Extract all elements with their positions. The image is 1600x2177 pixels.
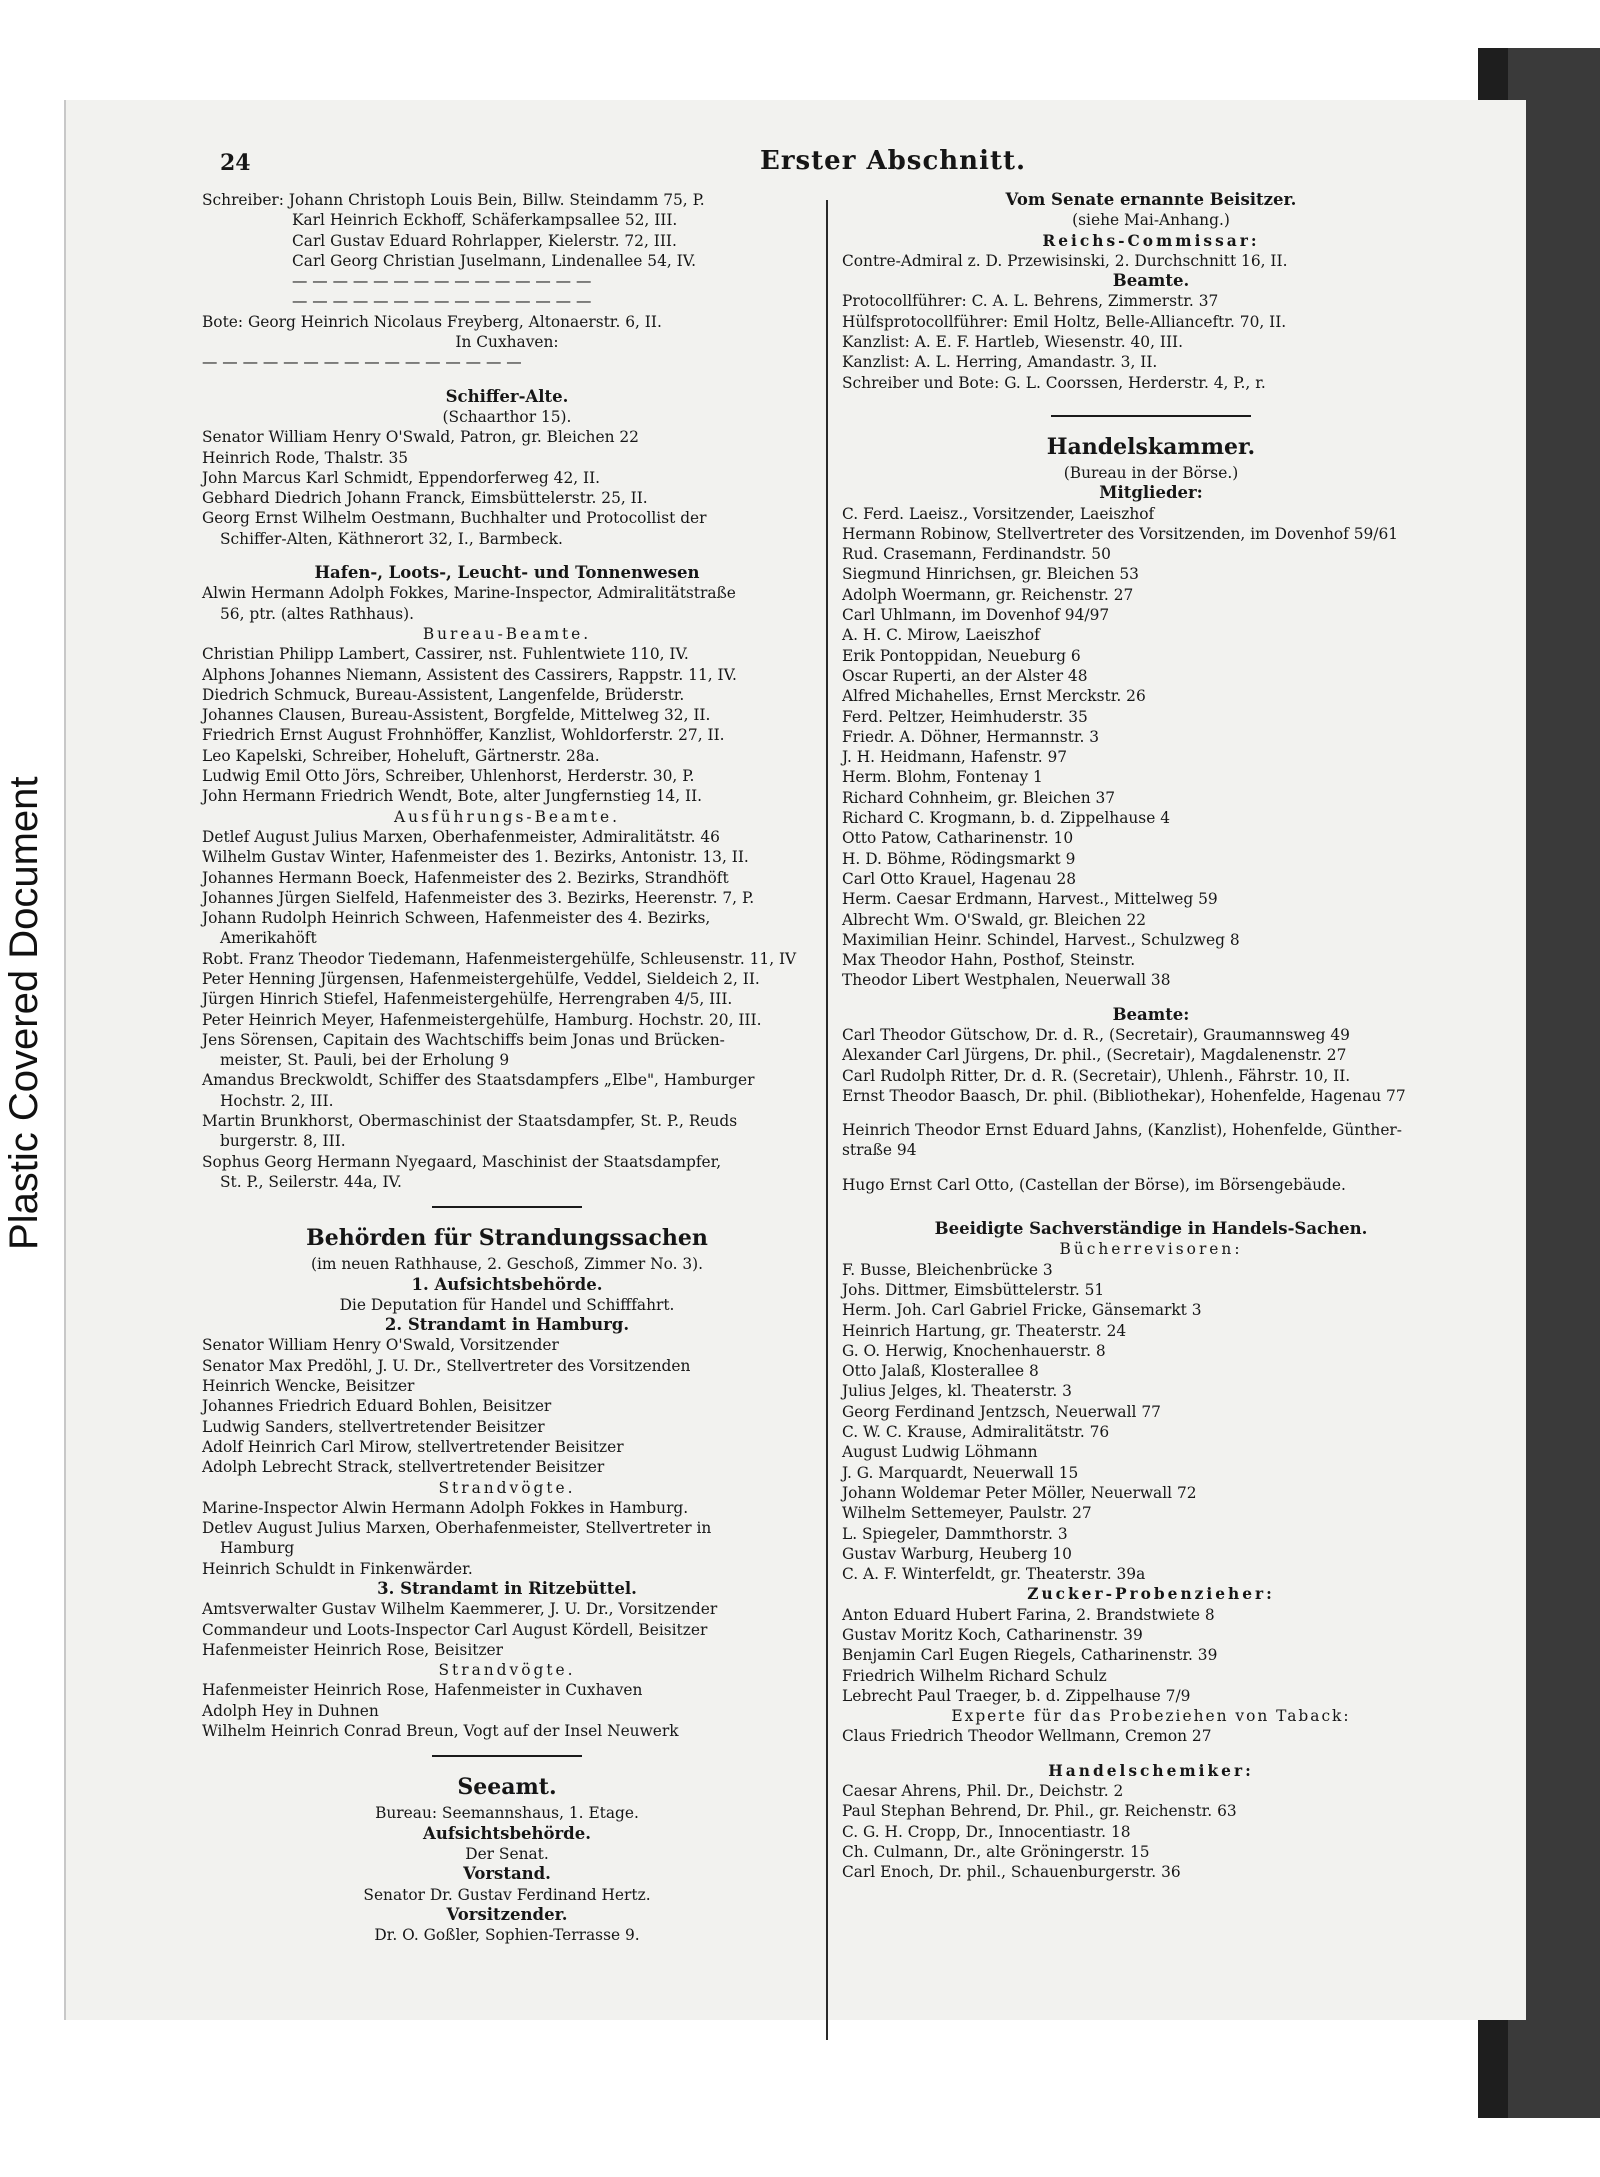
dash-line: — — — — — — — — — — — — — — —: [292, 272, 592, 291]
mitglieder-heading: Mitglieder:: [1099, 483, 1203, 503]
right-column: [842, 190, 1460, 1883]
strandvoegte-heading: Strandvögte.: [438, 1478, 576, 1497]
list-item: A. H. C. Mirow, Laeiszhof: [842, 626, 1040, 645]
running-head: Erster Abschnitt.: [760, 146, 1027, 176]
list-item: Ernst Theodor Baasch, Dr. phil. (Bibliothekar), Hohenfelde, Hagenau 77: [842, 1086, 1406, 1105]
side-label: Plastic Covered Document: [2, 776, 46, 1250]
list-item: Hafenmeister Heinrich Rose, Hafenmeister in Cuxhaven: [202, 1681, 643, 1700]
list-item: Anton Eduard Hubert Farina, 2. Brandstwiete 8: [842, 1605, 1215, 1624]
list-item: Alwin Hermann Adolph Fokkes, Marine-Inspector, Admiralitätstraße: [202, 584, 736, 603]
list-item: Julius Jelges, kl. Theaterstr. 3: [842, 1382, 1072, 1401]
list-item: Gustav Warburg, Heuberg 10: [842, 1544, 1072, 1563]
senat-line: Der Senat.: [465, 1844, 549, 1863]
list-item: Friedrich Wilhelm Richard Schulz: [842, 1666, 1107, 1685]
list-item: C. Ferd. Laeisz., Vorsitzender, Laeiszhof: [842, 504, 1155, 523]
list-item: Diedrich Schmuck, Bureau-Assistent, Langenfelde, Brüderstr.: [202, 685, 685, 704]
list-item: Siegmund Hinrichsen, gr. Bleichen 53: [842, 565, 1139, 584]
list-item: August Ludwig Löhmann: [842, 1443, 1038, 1462]
schiffer-alte-heading: Schiffer-Alte.: [445, 386, 569, 406]
senat-beisitzer-heading: Vom Senate ernannte Beisitzer.: [1005, 190, 1297, 209]
list-item: Wilhelm Gustav Winter, Hafenmeister des 1. Bezirks, Antonistr. 13, II.: [202, 848, 749, 867]
vorstand-line: Senator Dr. Gustav Ferdinand Hertz.: [363, 1885, 651, 1904]
handelskammer-location: (Bureau in der Börse.): [1063, 463, 1239, 482]
list-item: Ludwig Emil Otto Jörs, Schreiber, Uhlenhorst, Herderstr. 30, P.: [202, 767, 695, 786]
bureau-beamte-heading: Bureau-Beamte.: [422, 624, 592, 643]
list-item: Sophus Georg Hermann Nyegaard, Maschinist der Staatsdampfer,: [202, 1152, 722, 1171]
schreiber-line: Schreiber: Johann Christoph Louis Bein, Billw. Steindamm 75, P.: [202, 191, 705, 209]
dash-line: — — — — — — — — — — — — — — —: [292, 292, 592, 311]
list-item: Protocollführer: C. A. L. Behrens, Zimmerstr. 37: [842, 292, 1219, 311]
list-item: Maximilian Heinr. Schindel, Harvest., Schulzweg 8: [842, 930, 1240, 949]
vorsitzender-line: Dr. O. Goßler, Sophien-Terrasse 9.: [374, 1926, 640, 1945]
handelskammer-heading: Handelskammer.: [1046, 433, 1256, 460]
list-item: Kanzlist: A. L. Herring, Amandastr. 3, II.: [842, 353, 1158, 372]
scan-side-strip: [0, 0, 52, 2177]
section-divider: [432, 1741, 582, 1757]
list-item: Herm. Blohm, Fontenay 1: [842, 768, 1043, 787]
list-item: Kanzlist: A. E. F. Hartleb, Wiesenstr. 40, III.: [842, 333, 1184, 352]
list-item: Heinrich Theodor Ernst Eduard Jahns, (Kanzlist), Hohenfelde, Günther-: [842, 1121, 1402, 1140]
list-item: Adolf Heinrich Carl Mirow, stellvertretender Beisitzer: [202, 1437, 624, 1456]
list-item: Hugo Ernst Carl Otto, (Castellan der Börse), im Börsengebäude.: [842, 1175, 1346, 1194]
list-item: Caesar Ahrens, Phil. Dr., Deichstr. 2: [842, 1782, 1124, 1801]
list-item: John Hermann Friedrich Wendt, Bote, alter Jungfernstieg 14, II.: [202, 787, 703, 806]
list-item: Gebhard Diedrich Johann Franck, Eimsbüttelerstr. 25, II.: [202, 489, 648, 508]
bote-line: Bote: Georg Heinrich Nicolaus Freyberg, Altonaerstr. 6, II.: [202, 312, 662, 331]
list-item: Lebrecht Paul Traeger, b. d. Zippelhause 7/9: [842, 1686, 1191, 1705]
list-item: Peter Henning Jürgensen, Hafenmeistergehülfe, Veddel, Sieldeich 2, II.: [202, 969, 760, 988]
list-item: Johannes Friedrich Eduard Bohlen, Beisitzer: [202, 1397, 552, 1416]
page-number: 24: [220, 150, 251, 176]
list-item: Senator Max Predöhl, J. U. Dr., Stellvertreter des Vorsitzenden: [202, 1356, 691, 1375]
list-item: Hafenmeister Heinrich Rose, Beisitzer: [202, 1640, 504, 1659]
vorsitzender-heading: Vorsitzender.: [446, 1904, 568, 1924]
section-divider: [432, 1192, 582, 1208]
list-item: Carl Uhlmann, im Dovenhof 94/97: [842, 606, 1110, 625]
list-item: C. A. F. Winterfeldt, gr. Theaterstr. 39a: [842, 1565, 1146, 1584]
list-item: Claus Friedrich Theodor Wellmann, Cremon 27: [842, 1727, 1212, 1746]
list-item: Ludwig Sanders, stellvertretender Beisitzer: [202, 1417, 545, 1436]
strandung-location: (im neuen Rathhause, 2. Geschoß, Zimmer No. 3).: [310, 1255, 704, 1274]
list-item: Peter Heinrich Meyer, Hafenmeistergehülfe, Hamburg. Hochstr. 20, III.: [202, 1010, 762, 1029]
strandung-heading: Behörden für Strandungssachen: [306, 1225, 708, 1252]
list-item: Ch. Culmann, Dr., alte Gröningerstr. 15: [842, 1842, 1150, 1861]
list-item: Marine-Inspector Alwin Hermann Adolph Fokkes in Hamburg.: [202, 1498, 689, 1517]
list-item: Wilhelm Settemeyer, Paulstr. 27: [842, 1504, 1092, 1523]
cuxhaven-heading: In Cuxhaven:: [455, 333, 559, 352]
list-item: Carl Enoch, Dr. phil., Schauenburgerstr. 36: [842, 1863, 1181, 1882]
list-item: C. W. C. Krause, Admiralitätstr. 76: [842, 1423, 1110, 1442]
list-item: Jens Sörensen, Capitain des Wachtschiffs beim Jonas und Brücken-: [202, 1030, 725, 1049]
list-item: Adolph Hey in Duhnen: [202, 1701, 379, 1720]
list-item: J. H. Heidmann, Hafenstr. 97: [842, 748, 1068, 767]
beamte-heading: Beamte:: [1112, 1004, 1190, 1024]
ausfuehrungs-beamte-heading: Ausführungs-Beamte.: [394, 807, 620, 826]
strandvoegte-heading: Strandvögte.: [438, 1661, 576, 1680]
list-item: Christian Philipp Lambert, Cassirer, nst. Fuhlentwiete 110, IV.: [202, 645, 689, 664]
list-item: Amandus Breckwoldt, Schiffer des Staatsdampfers „Elbe", Hamburger: [202, 1071, 755, 1090]
list-item: Martin Brunkhorst, Obermaschinist der Staatsdampfer, St. P., Reuds: [202, 1112, 738, 1131]
list-item: Leo Kapelski, Schreiber, Hoheluft, Gärtnerstr. 28a.: [202, 746, 600, 765]
list-item: Jürgen Hinrich Stiefel, Hafenmeistergehülfe, Herrengraben 4/5, III.: [202, 990, 733, 1009]
list-item: John Marcus Karl Schmidt, Eppendorferweg 42, II.: [202, 468, 601, 487]
senat-beisitzer-note: (siehe Mai-Anhang.): [1072, 211, 1230, 230]
list-item: Johannes Hermann Boeck, Hafenmeister des 2. Bezirks, Strandhöft: [202, 868, 729, 887]
list-item: Johannes Clausen, Bureau-Assistent, Borgfelde, Mittelweg 32, II.: [202, 706, 711, 725]
list-item: Georg Ferdinand Jentzsch, Neuerwall 77: [842, 1402, 1161, 1421]
list-item: Gustav Moritz Koch, Catharinenstr. 39: [842, 1626, 1143, 1644]
schiffer-alte-address: (Schaarthor 15).: [442, 407, 572, 426]
list-item: straße 94: [842, 1141, 917, 1160]
list-item: Senator William Henry O'Swald, Patron, gr. Bleichen 22: [202, 428, 639, 447]
list-item: Johann Rudolph Heinrich Schween, Hafenmeister des 4. Bezirks,: [202, 909, 711, 928]
list-item: Commandeur und Loots-Inspector Carl August Kördell, Beisitzer: [202, 1620, 708, 1639]
list-item: Alphons Johannes Niemann, Assistent des Cassirers, Rappstr. 11, IV.: [202, 665, 737, 684]
schreiber-line: Karl Heinrich Eckhoff, Schäferkampsallee 52, III.: [292, 211, 678, 230]
list-item: Amerikahöft: [220, 929, 317, 948]
list-item: Herm. Caesar Erdmann, Harvest., Mittelweg 59: [842, 890, 1218, 909]
handelschemiker-heading: Handelschemiker:: [1048, 1761, 1254, 1780]
list-item: H. D. Böhme, Rödingsmarkt 9: [842, 849, 1076, 868]
list-item: Johannes Jürgen Sielfeld, Hafenmeister des 3. Bezirks, Heerenstr. 7, P.: [202, 888, 755, 907]
list-item: Adolph Woermann, gr. Reichenstr. 27: [842, 585, 1134, 604]
list-item: Hochstr. 2, III.: [220, 1091, 334, 1110]
list-item: Heinrich Wencke, Beisitzer: [202, 1377, 415, 1396]
list-item: Heinrich Hartung, gr. Theaterstr. 24: [842, 1321, 1127, 1340]
seeamt-bureau: Bureau: Seemannshaus, 1. Etage.: [375, 1804, 639, 1823]
list-item: Contre-Admiral z. D. Przewisinski, 2. Durchschnitt 16, II.: [842, 251, 1288, 270]
list-item: Carl Theodor Gütschow, Dr. d. R., (Secretair), Graumannsweg 49: [842, 1025, 1350, 1044]
hafen-heading: Hafen-, Loots-, Leucht- und Tonnenwesen: [314, 563, 700, 583]
strandamt-hamburg-heading: 2. Strandamt in Hamburg.: [384, 1315, 630, 1335]
list-item: Detlev August Julius Marxen, Oberhafenmeister, Stellvertreter in: [202, 1519, 712, 1538]
list-item: Johann Woldemar Peter Möller, Neuerwall 72: [842, 1483, 1197, 1502]
list-item: Richard C. Krogmann, b. d. Zippelhause 4: [842, 809, 1170, 828]
list-item: Otto Patow, Catharinenstr. 10: [842, 829, 1074, 848]
list-item: J. G. Marquardt, Neuerwall 15: [842, 1463, 1079, 1482]
zucker-probenzieher-heading: Zucker-Probenzieher:: [1027, 1585, 1275, 1604]
list-item: Otto Jalaß, Klosterallee 8: [842, 1362, 1039, 1381]
list-item: Amtsverwalter Gustav Wilhelm Kaemmerer, J. U. Dr., Vorsitzender: [202, 1600, 718, 1619]
list-item: L. Spiegeler, Dammthorstr. 3: [842, 1524, 1068, 1543]
list-item: Oscar Ruperti, an der Alster 48: [842, 666, 1088, 685]
list-item: Carl Rudolph Ritter, Dr. d. R. (Secretair), Uhlenh., Fährstr. 10, II.: [842, 1066, 1351, 1085]
list-item: Paul Stephan Behrend, Dr. Phil., gr. Reichenstr. 63: [842, 1802, 1237, 1821]
list-item: Schreiber und Bote: G. L. Coorssen, Herderstr. 4, P., r.: [842, 373, 1266, 392]
list-item: Herm. Joh. Carl Gabriel Fricke, Gänsemarkt 3: [842, 1301, 1202, 1320]
seeamt-heading: Seeamt.: [457, 1774, 557, 1801]
list-item: Erik Pontoppidan, Neueburg 6: [842, 646, 1081, 665]
reichs-commissar-heading: Reichs-Commissar:: [1042, 231, 1260, 250]
deputation-line: Die Deputation für Handel und Schifffahrt.: [339, 1295, 675, 1314]
list-item: Carl Otto Krauel, Hagenau 28: [842, 869, 1077, 888]
list-item: G. O. Herwig, Knochenhauerstr. 8: [842, 1341, 1106, 1360]
list-item: St. P., Seilerstr. 44a, IV.: [220, 1172, 402, 1191]
list-item: Albrecht Wm. O'Swald, gr. Bleichen 22: [842, 910, 1147, 929]
schreiber-line: Carl Gustav Eduard Rohrlapper, Kielerstr. 72, III.: [292, 231, 677, 250]
left-column: [202, 190, 812, 1945]
buecherrevisoren-heading: Bücherrevisoren:: [1059, 1240, 1243, 1259]
list-item: Hülfsprotocollführer: Emil Holtz, Belle-Allianceftr. 70, II.: [842, 312, 1287, 331]
list-item: Hermann Robinow, Stellvertreter des Vorsitzenden, im Dovenhof 59/61: [842, 524, 1399, 543]
list-item: C. G. H. Cropp, Dr., Innocentiastr. 18: [842, 1822, 1131, 1841]
aufsichtsbehoerde-heading: 1. Aufsichtsbehörde.: [411, 1274, 603, 1294]
list-item: F. Busse, Bleichenbrücke 3: [842, 1260, 1053, 1279]
vorstand-heading: Vorstand.: [463, 1864, 551, 1884]
list-item: Rud. Crasemann, Ferdinandstr. 50: [842, 545, 1111, 564]
list-item: Friedrich Ernst August Frohnhöffer, Kanzlist, Wohldorferstr. 27, II.: [202, 726, 725, 745]
list-item: Senator William Henry O'Swald, Vorsitzender: [202, 1336, 559, 1355]
list-item: Hamburg: [220, 1539, 295, 1558]
list-item: meister, St. Pauli, bei der Erholung 9: [220, 1051, 510, 1070]
list-item: Heinrich Rode, Thalstr. 35: [202, 448, 409, 467]
seeamt-aufsicht-heading: Aufsichtsbehörde.: [423, 1823, 591, 1843]
list-item: Benjamin Carl Eugen Riegels, Catharinenstr. 39: [842, 1646, 1218, 1665]
section-divider: [1051, 401, 1251, 417]
list-item: Friedr. A. Döhner, Hermannstr. 3: [842, 727, 1100, 746]
tabak-experte-heading: Experte für das Probeziehen von Taback:: [951, 1707, 1351, 1726]
beamte-heading: Beamte.: [1112, 271, 1190, 291]
sachverstaendige-heading: Beeidigte Sachverständige in Handels-Sachen.: [934, 1219, 1368, 1239]
list-item: Ferd. Peltzer, Heimhuderstr. 35: [842, 707, 1088, 726]
list-item: Wilhelm Heinrich Conrad Breun, Vogt auf der Insel Neuwerk: [202, 1722, 679, 1741]
dash-line: — — — — — — — — — — — — — — — —: [202, 353, 522, 372]
strandamt-ritzebuettel-heading: 3. Strandamt in Ritzebüttel.: [377, 1579, 637, 1598]
list-item: 56, ptr. (altes Rathhaus).: [220, 604, 415, 623]
list-item: Max Theodor Hahn, Posthof, Steinstr.: [842, 951, 1136, 970]
list-item: Johs. Dittmer, Eimsbüttelerstr. 51: [842, 1280, 1105, 1299]
schreiber-line: Carl Georg Christian Juselmann, Lindenallee 54, IV.: [292, 251, 697, 270]
list-item: Alexander Carl Jürgens, Dr. phil., (Secretair), Magdalenenstr. 27: [842, 1046, 1347, 1065]
list-item: burgerstr. 8, III.: [220, 1132, 346, 1151]
list-item: Detlef August Julius Marxen, Oberhafenmeister, Admiralitätstr. 46: [202, 827, 720, 846]
list-item: Georg Ernst Wilhelm Oestmann, Buchhalter und Protocollist der: [202, 509, 707, 528]
list-item: Heinrich Schuldt in Finkenwärder.: [202, 1559, 473, 1578]
list-item: Schiffer-Alten, Käthnerort 32, I., Barmbeck.: [220, 529, 563, 548]
list-item: Robt. Franz Theodor Tiedemann, Hafenmeistergehülfe, Schleusenstr. 11, IV: [202, 949, 797, 968]
list-item: Adolph Lebrecht Strack, stellvertretender Beisitzer: [202, 1458, 605, 1477]
list-item: Theodor Libert Westphalen, Neuerwall 38: [842, 971, 1171, 990]
column-rule: [826, 200, 828, 2040]
list-item: Richard Cohnheim, gr. Bleichen 37: [842, 788, 1116, 807]
list-item: Alfred Michahelles, Ernst Merckstr. 26: [842, 687, 1146, 706]
